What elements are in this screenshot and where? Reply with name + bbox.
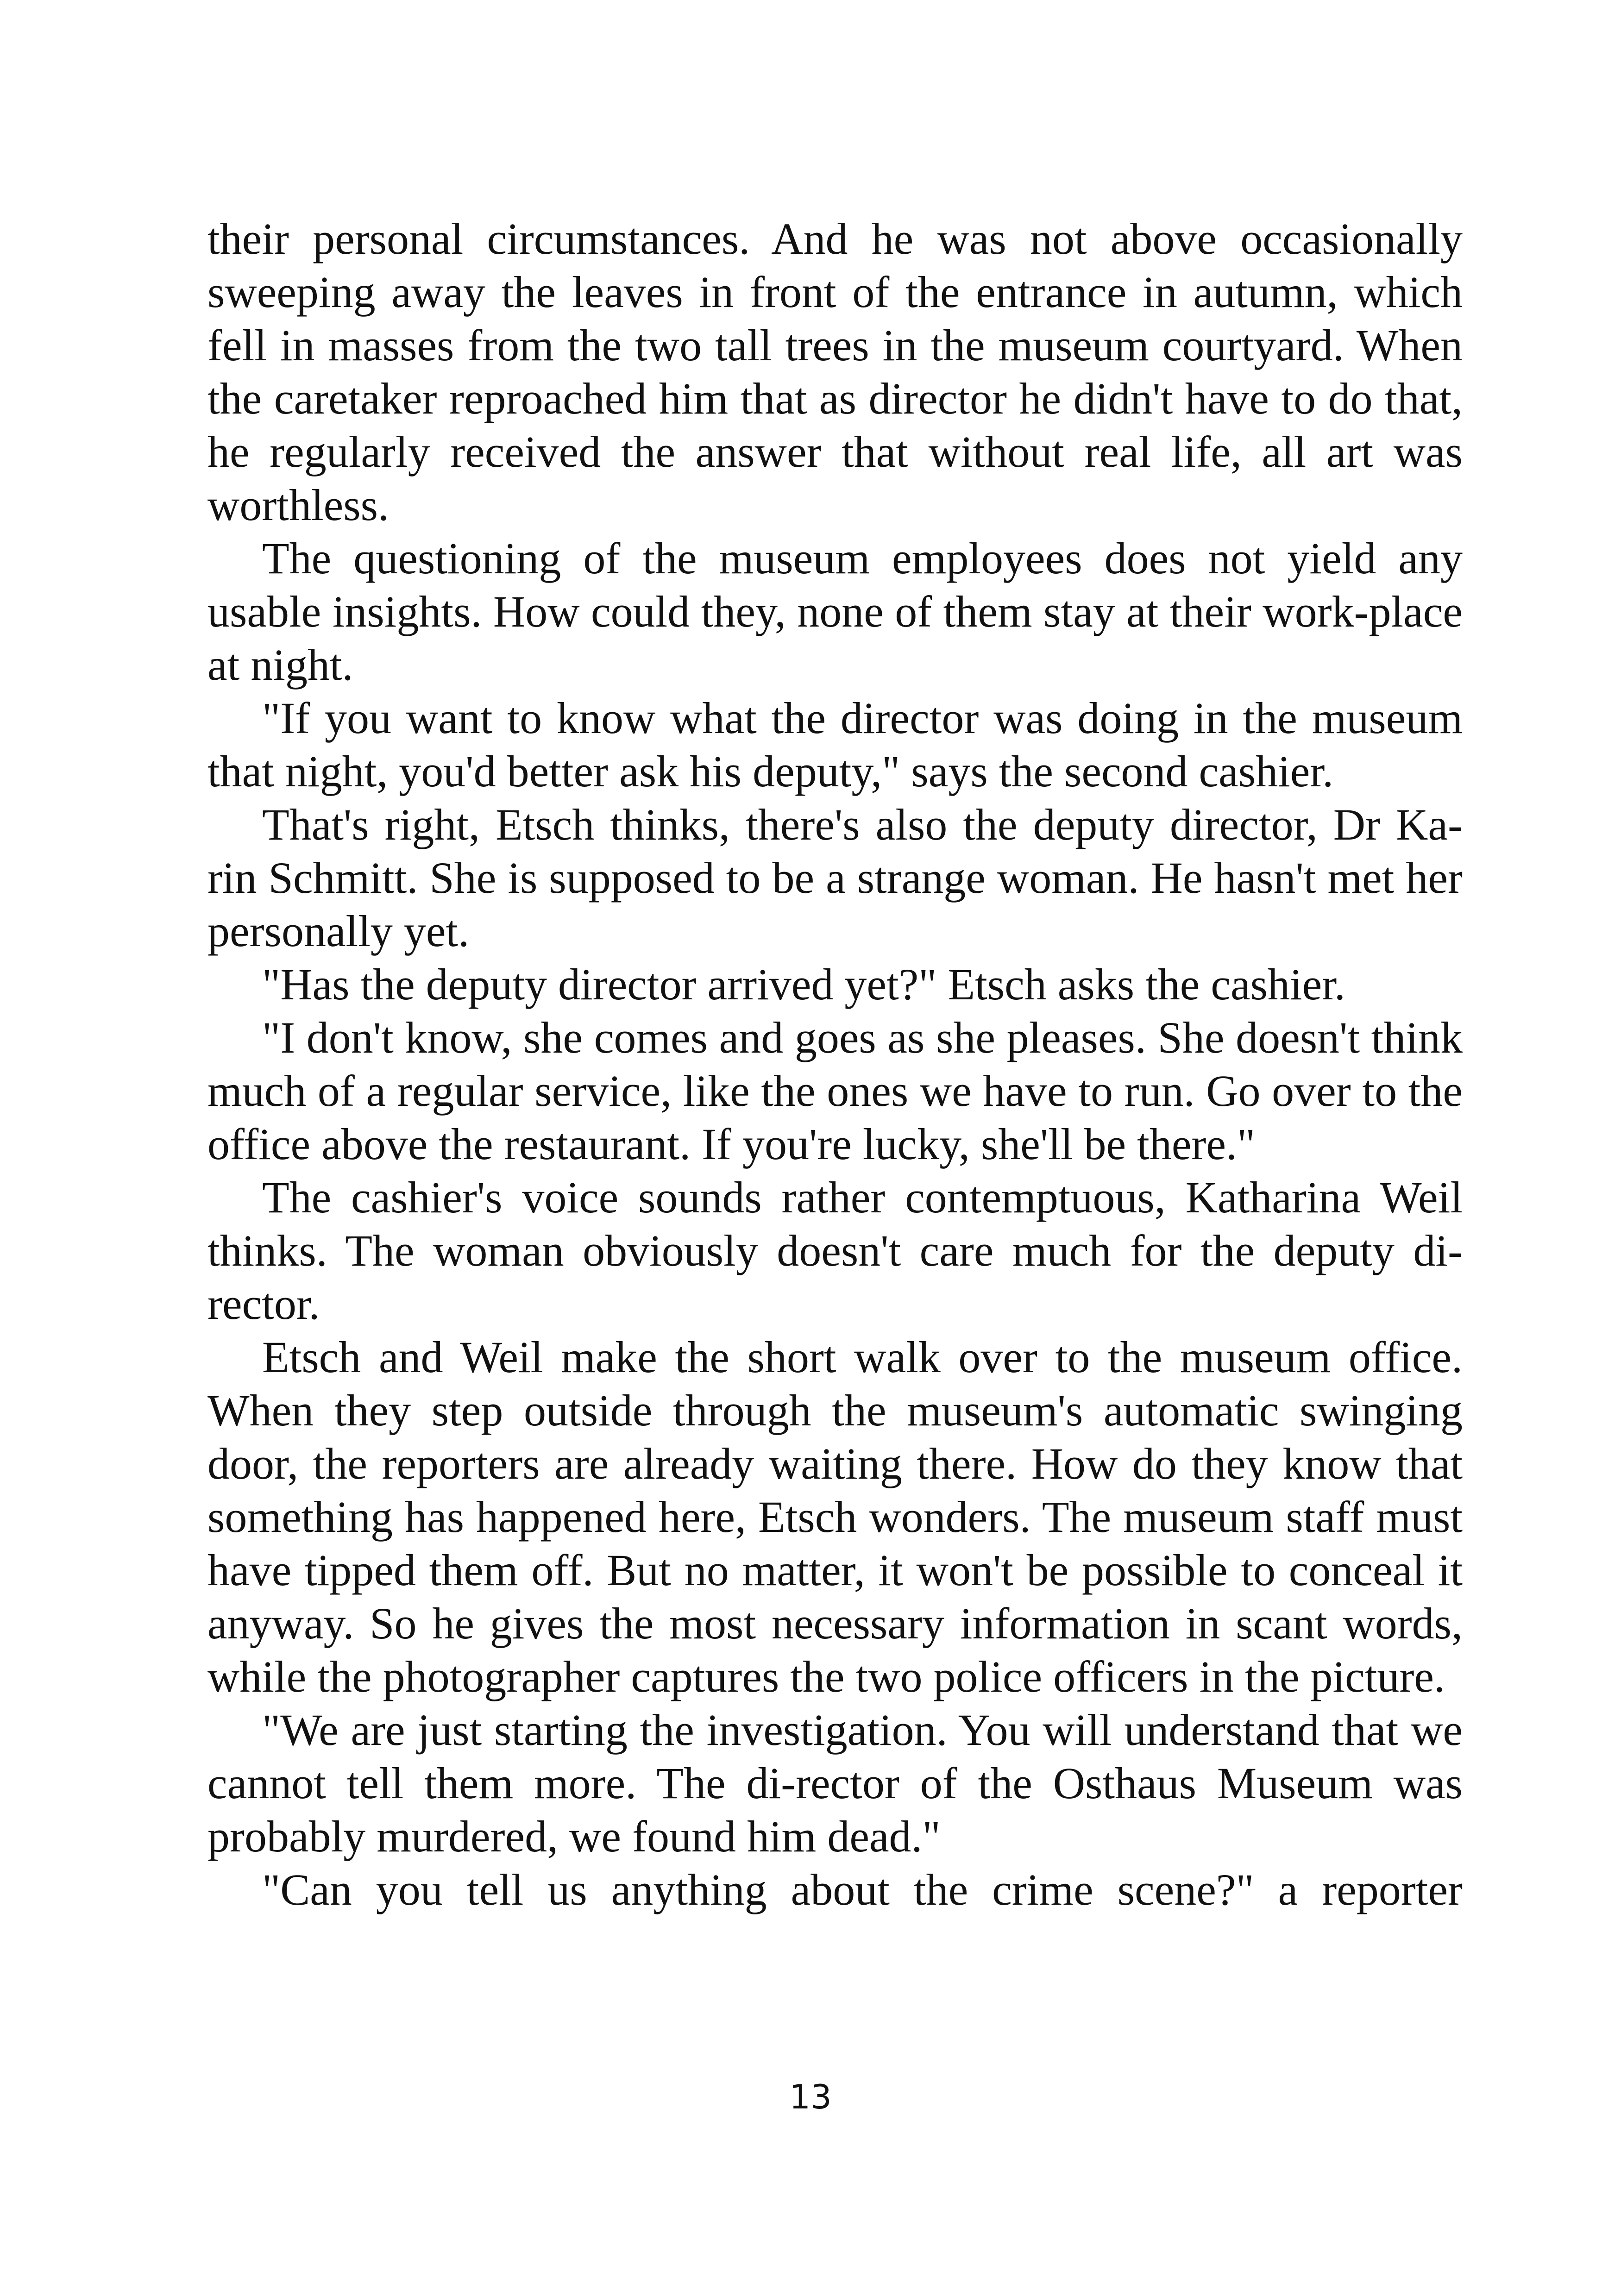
paragraph: The cashier's voice sounds rather contemptuous, Katharina Weil thinks. The woman obviously doesn't care much for the deputy di-rector.: [207, 1173, 1463, 1329]
page-number: 13: [789, 2077, 832, 2116]
paragraph: "Has the deputy director arrived yet?" Etsch asks the cashier.: [262, 960, 1345, 1009]
paragraph: Etsch and Weil make the short walk over to the museum office. When they step outside through the museum's automatic swinging door, the reporters are already waiting there. How do they know that something has happened here, Etsch wonders. The museum staff must have tipped them off. But no matter, it won't be possible to conceal it anyway. So he gives the most necessary information in scant words, while the photographer captures the two police officers in the picture.: [207, 1332, 1463, 1701]
paragraph: their personal circumstances. And he was not above occasionally sweeping away the leaves in front of the entrance in autumn, which fell in masses from the two tall trees in the museum courtyard. When the caretaker reproached him that as director he didn't have to do that, he regularly received the answer that without real life, all art was worthless.: [207, 214, 1463, 530]
paragraph: "I don't know, she comes and goes as she pleases. She doesn't think much of a regular service, like the ones we have to run. Go over to the office above the restaurant. If you're lucky, she'll be there.": [207, 1013, 1463, 1169]
body-text: [207, 212, 1463, 1916]
paragraph: "Can you tell us anything about the crime scene?" a reporter: [262, 1865, 1463, 1914]
paragraph: The questioning of the museum employees does not yield any usable insights. How could they, none of them stay at their work-place at night.: [207, 533, 1463, 690]
paragraph: "We are just starting the investigation. You will understand that we cannot tell them more. The di-rector of the Osthaus Museum was probably murdered, we found him dead.": [207, 1705, 1463, 1861]
paragraph: That's right, Etsch thinks, there's also the deputy director, Dr Ka-rin Schmitt. She is supposed to be a strange woman. He hasn't met her personally yet.: [207, 800, 1463, 956]
paragraph: "If you want to know what the director was doing in the museum that night, you'd better ask his deputy," says the second cashier.: [207, 693, 1463, 796]
